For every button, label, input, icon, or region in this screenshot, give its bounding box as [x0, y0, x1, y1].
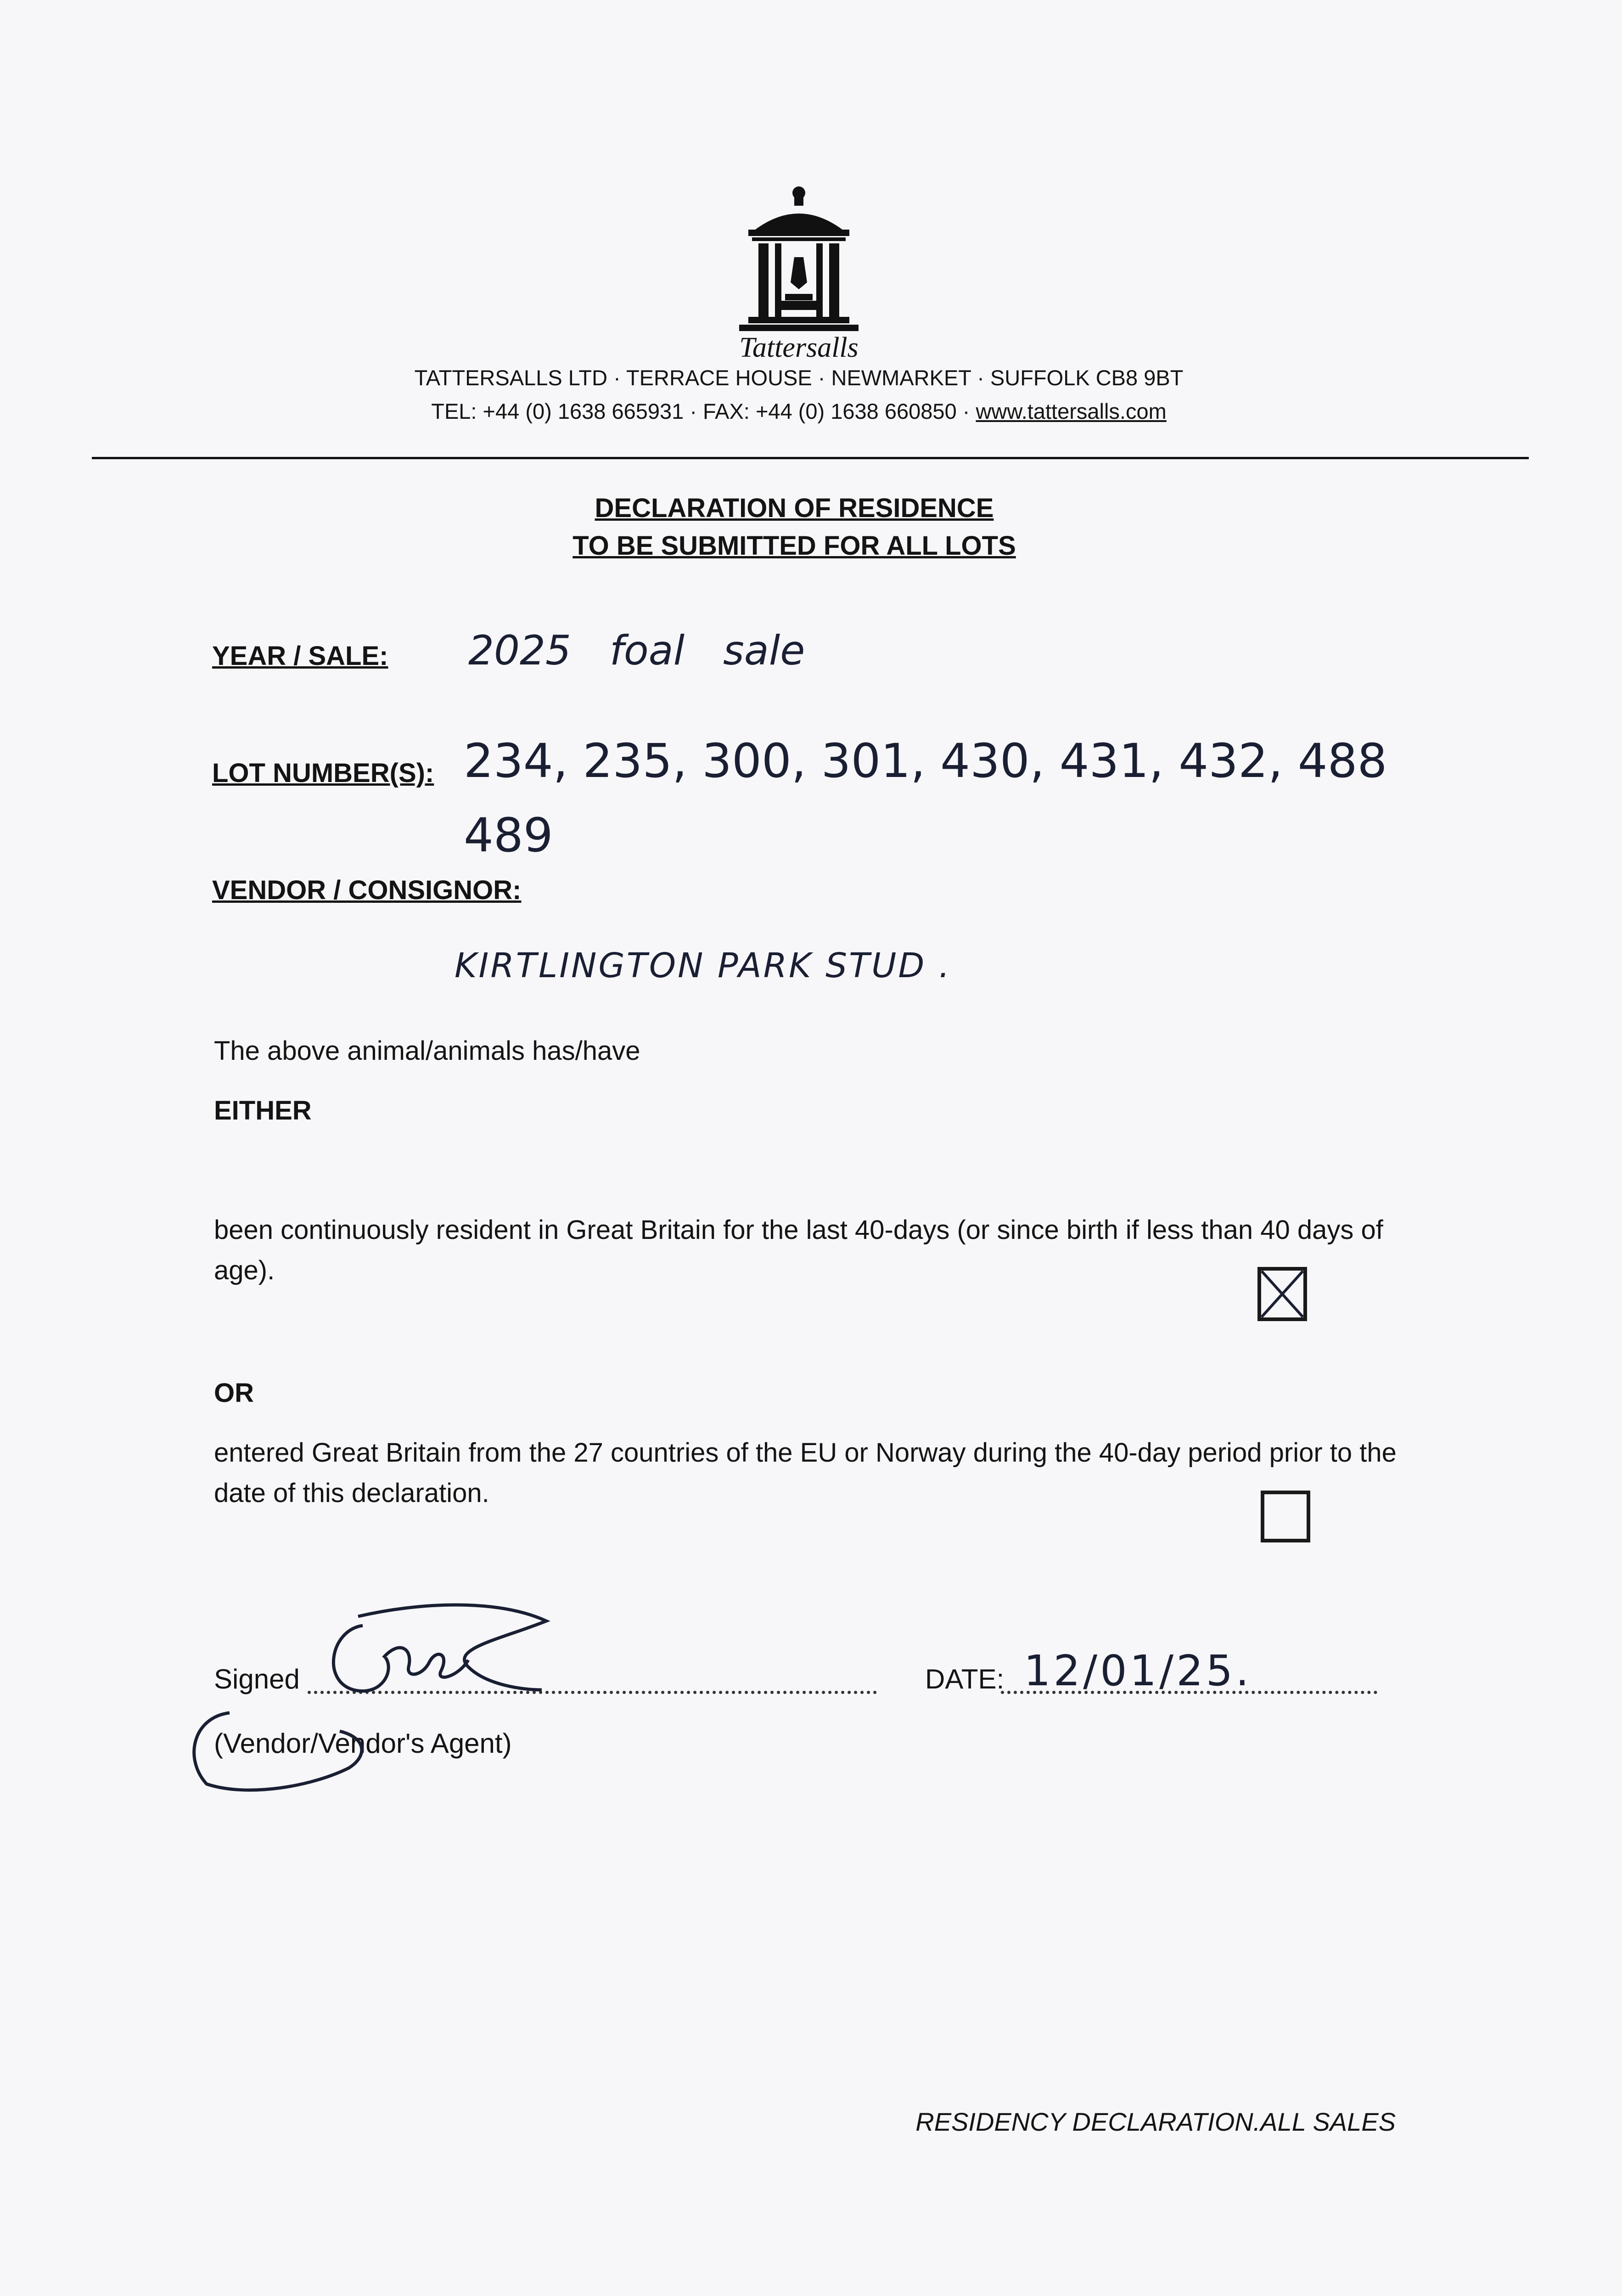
lot-numbers-label: LOT NUMBER(S): — [212, 758, 434, 788]
declaration-intro: The above animal/animals has/have — [214, 1036, 640, 1066]
logo-wordmark: Tattersalls — [739, 332, 859, 363]
vendor-label: VENDOR / CONSIGNOR: — [212, 875, 522, 905]
header-rule — [92, 457, 1529, 459]
company-contact — [386, 399, 1212, 424]
either-label: EITHER — [214, 1096, 312, 1125]
year-sale-value[interactable]: 2025 foal sale — [468, 627, 805, 674]
footer-reference: RESIDENCY DECLARATION.ALL SALES — [915, 2107, 1396, 2136]
year-sale-label: YEAR / SALE: — [212, 641, 388, 671]
vendor-agent-note: (Vendor/Vendor's Agent) — [214, 1728, 512, 1759]
option-eu-checkbox[interactable] — [1260, 1490, 1311, 1543]
option-resident-text: been continuously resident in Great Britain for the last 40-days (or since birth if less than 40 days of age). — [214, 1215, 1383, 1285]
company-address: TATTERSALLS LTD · TERRACE HOUSE · NEWMARKET · SUFFOLK CB8 9BT — [414, 366, 1184, 390]
contact-numbers: TEL: +44 (0) 1638 665931 · FAX: +44 (0) 1638 660850 · — [431, 399, 976, 423]
date-value[interactable]: 12/01/25. — [1024, 1646, 1252, 1695]
lot-numbers-value-continued[interactable]: 489 — [464, 808, 553, 863]
lot-numbers-value[interactable]: 234, 235, 300, 301, 430, 431, 432, 488 — [464, 734, 1387, 788]
signed-label: Signed — [214, 1664, 300, 1694]
form-title: DECLARATION OF RESIDENCE — [595, 493, 994, 523]
option-resident-checkbox[interactable] — [1257, 1266, 1308, 1322]
website-link[interactable]: www.tattersalls.com — [976, 399, 1167, 423]
date-label: DATE: — [925, 1664, 1005, 1694]
vendor-value[interactable]: KIRTLINGTON PARK STUD . — [455, 946, 952, 985]
form-subtitle: TO BE SUBMITTED FOR ALL LOTS — [572, 531, 1016, 561]
signature-loop — [174, 1699, 413, 1805]
option-eu-text: entered Great Britain from the 27 countries of the EU or Norway during the 40-day period prior to the date of this declaration. — [214, 1438, 1397, 1508]
tattersalls-logo — [730, 181, 868, 333]
or-label: OR — [214, 1378, 254, 1408]
